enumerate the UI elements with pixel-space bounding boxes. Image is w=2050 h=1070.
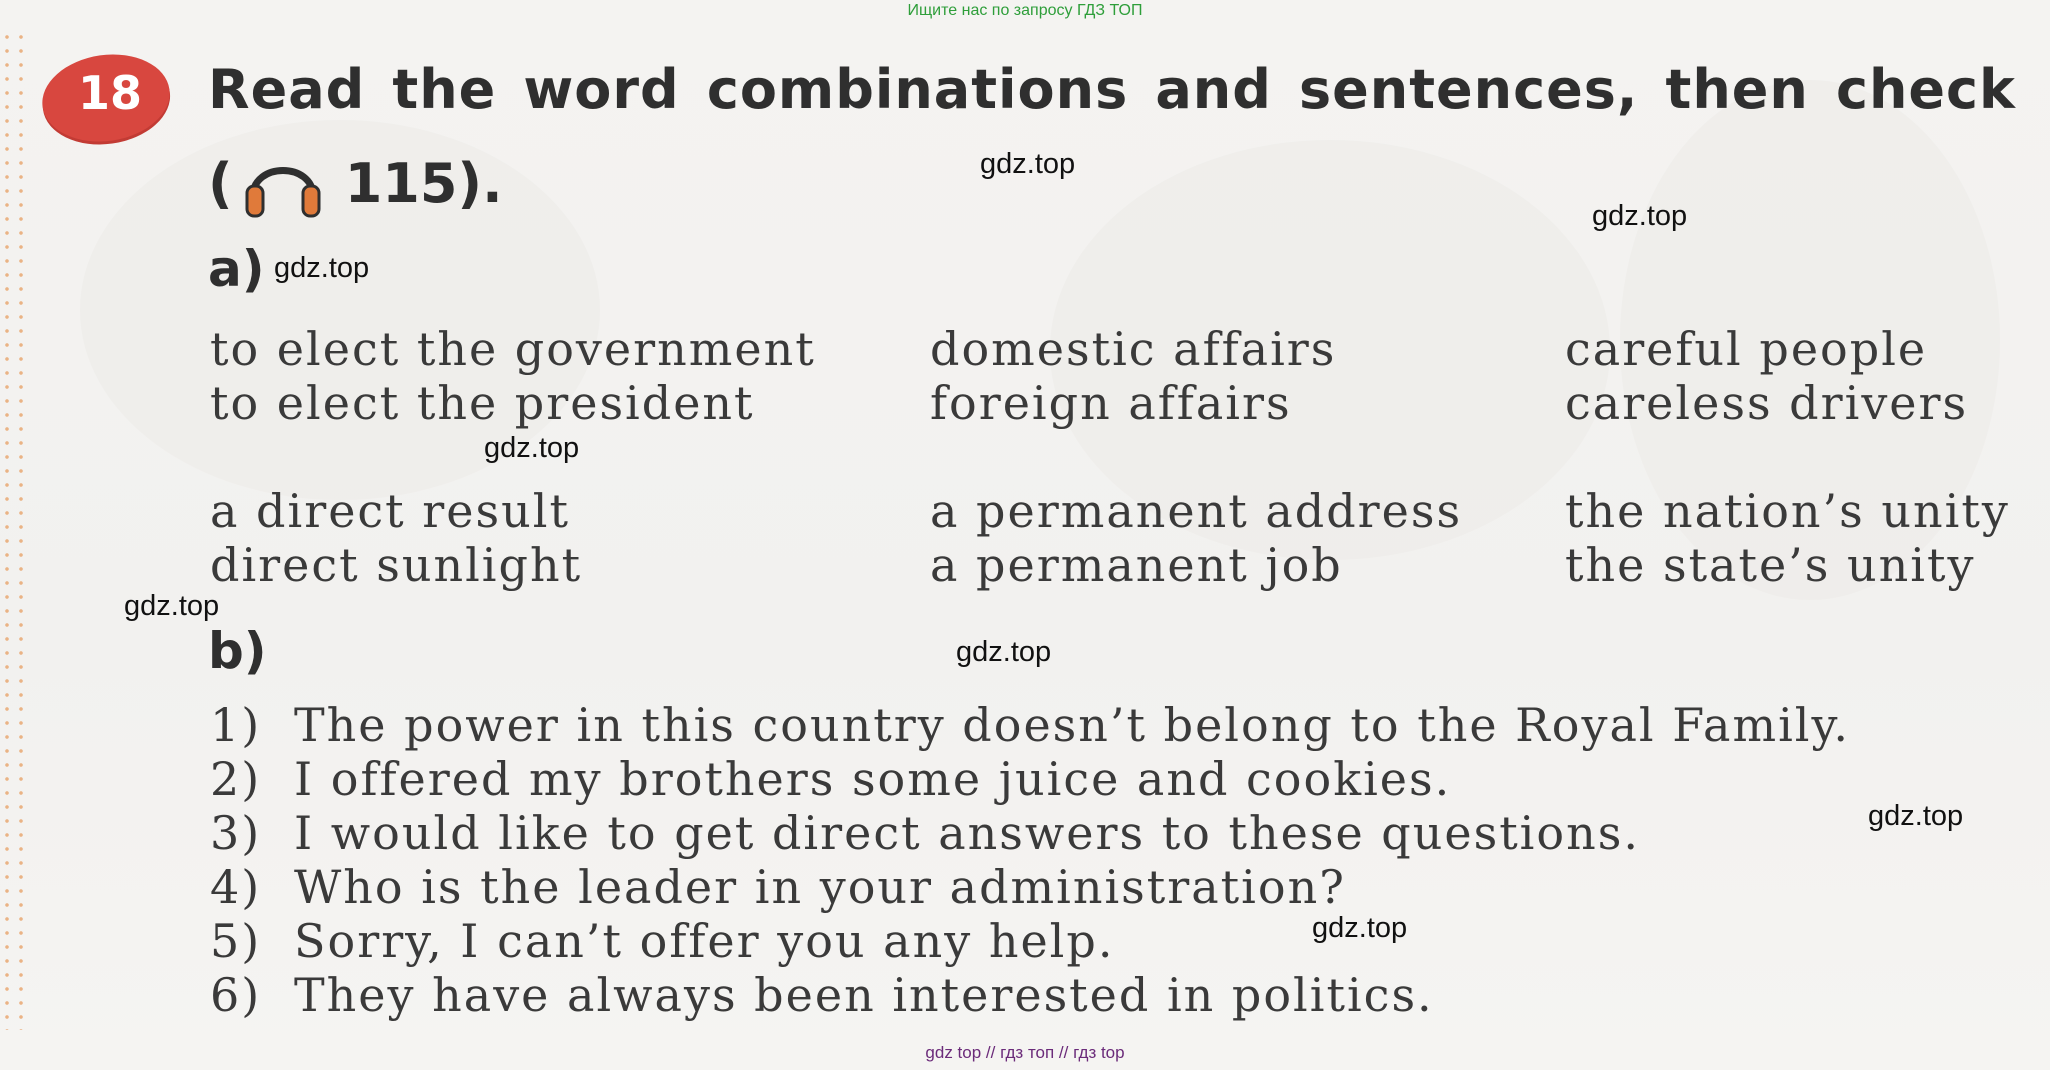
top-banner: Ищите нас по запросу ГДЗ ТОП bbox=[907, 2, 1143, 19]
sentence-list bbox=[210, 698, 1850, 1022]
combination-item: a permanent address bbox=[930, 484, 1463, 538]
sentence-item bbox=[210, 752, 1850, 806]
combination-item: careful people bbox=[1565, 322, 1928, 376]
combinations-column-3 bbox=[1565, 322, 2010, 592]
watermark: gdz.top bbox=[484, 432, 580, 464]
sentence-number: 6) bbox=[210, 968, 262, 1022]
combination-item: a direct result bbox=[210, 484, 570, 538]
combinations-column-2 bbox=[930, 322, 1462, 592]
exercise-number: 18 bbox=[77, 66, 142, 120]
combination-item: a permanent job bbox=[930, 538, 1343, 592]
sentence-number: 2) bbox=[210, 752, 262, 806]
audio-track-ref: 115). bbox=[344, 151, 503, 215]
sentence-item bbox=[210, 968, 1850, 1022]
title-word: the bbox=[392, 58, 497, 121]
watermark: gdz.top bbox=[274, 252, 370, 284]
sentence-number: 3) bbox=[210, 806, 262, 860]
title-word: sentences, bbox=[1299, 58, 1639, 121]
section-a-label: a) bbox=[208, 240, 265, 298]
watermark: gdz.top bbox=[1312, 912, 1408, 944]
combination-item: the nation’s unity bbox=[1565, 484, 2010, 538]
footer-credits: gdz top // гдз топ // гдз top bbox=[925, 1043, 1125, 1062]
sentence-number: 4) bbox=[210, 860, 262, 914]
sentence-item bbox=[210, 698, 1850, 752]
sentence-item bbox=[210, 860, 1850, 914]
title-word: then bbox=[1665, 58, 1809, 121]
combination-item: domestic affairs bbox=[930, 322, 1337, 376]
sentence-text: I would like to get direct answers to these questions. bbox=[294, 806, 1640, 860]
title-word: word bbox=[523, 58, 680, 121]
sentence-text: Who is the leader in your administration? bbox=[294, 860, 1346, 914]
watermark: gdz.top bbox=[1868, 800, 1964, 832]
watermark: gdz.top bbox=[956, 636, 1052, 668]
title-word: combinations bbox=[706, 58, 1129, 121]
sentence-text: Sorry, I can’t offer you any help. bbox=[294, 914, 1115, 968]
section-b-label: b) bbox=[208, 622, 267, 680]
exercise-title bbox=[208, 58, 2016, 121]
watermark: gdz.top bbox=[1592, 200, 1688, 232]
sentence-text: The power in this country doesn’t belong to the Royal Family. bbox=[294, 698, 1850, 752]
combination-item: direct sunlight bbox=[210, 538, 583, 592]
watermark: gdz.top bbox=[124, 590, 220, 622]
title-word: check bbox=[1835, 58, 2016, 121]
sentence-number: 5) bbox=[210, 914, 262, 968]
sentence-text: They have always been interested in politics. bbox=[294, 968, 1434, 1022]
sentence-item bbox=[210, 806, 1850, 860]
combination-item: to elect the government bbox=[210, 322, 816, 376]
exercise-title-line2 bbox=[208, 148, 503, 218]
combination-item: to elect the president bbox=[210, 376, 755, 430]
combination-item: careless drivers bbox=[1565, 376, 1969, 430]
combination-item: foreign affairs bbox=[930, 376, 1292, 430]
headphones-icon[interactable] bbox=[239, 148, 327, 218]
combination-item: the state’s unity bbox=[1565, 538, 1976, 592]
page-edge-dots bbox=[0, 30, 32, 1030]
title-word: Read bbox=[208, 58, 366, 121]
sentence-item bbox=[210, 914, 1850, 968]
watermark: gdz.top bbox=[980, 148, 1076, 180]
sentence-text: I offered my brothers some juice and cookies. bbox=[294, 752, 1452, 806]
title-paren: ( bbox=[208, 151, 233, 215]
sentence-number: 1) bbox=[210, 698, 262, 752]
title-word: and bbox=[1155, 58, 1272, 121]
